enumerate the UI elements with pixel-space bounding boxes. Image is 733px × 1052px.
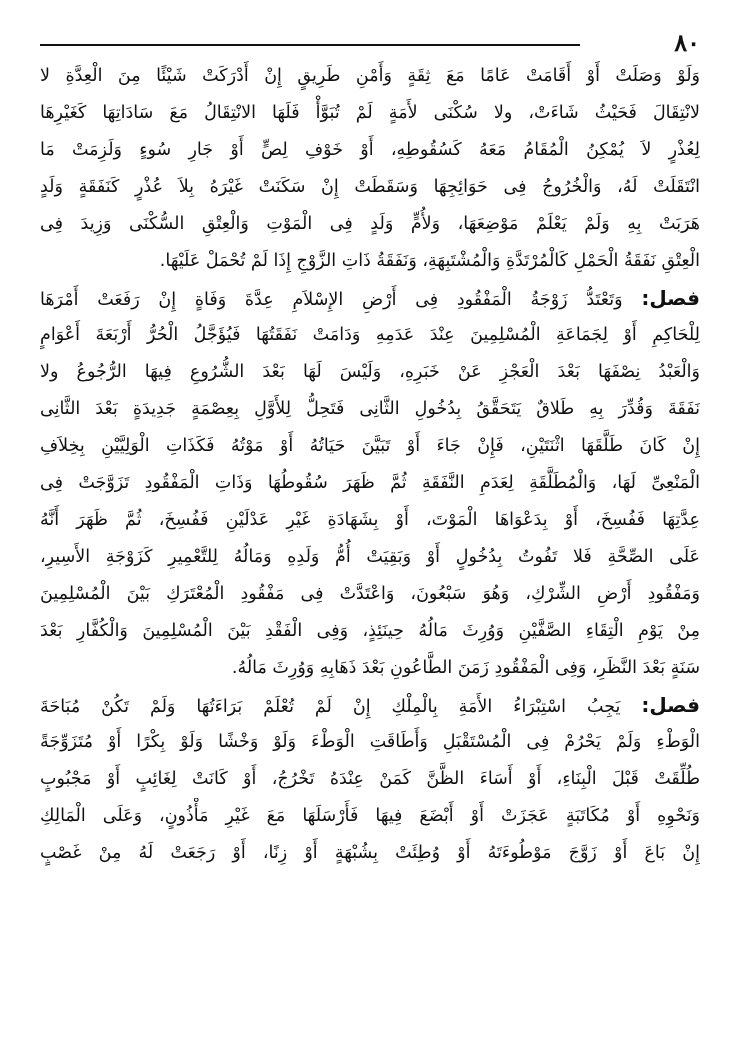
page-header [40,28,700,58]
text-line [40,206,700,243]
line-text: هَرَبَتْ بِهِ وَلَمْ يَعْلَمْ مَوْضِعَهَا، وَلأُمٍّ وَلَدٍ فِى الْمَوْتِ وَالْعِتْقِ السُّكْنَى وَزِيدَ فِى [40,214,700,234]
line-text: إِنْ كَانَ طَلَّقَهَا اثْنَتَيْنِ، فَإِنْ جَاءَ أَوْ تَبَيَّنَ حَيَاتُهُ أَوْ مَوْتُهُ فَكَذَاتِ الْوَلِيَّيْنِ بِخِلاَفِ [40,436,700,456]
line-text: مِنْ يَوْمِ الْتِقَاءِ الصَّفَّيْنِ وَوُرِثَ مَالُهُ حِينَئِذٍ، وَفِى الْفَقْدِ بَيْنَ الْمُسْلِمِينَ وَالْكُفَّارِ بَعْدَ [40,621,700,641]
text-line [40,169,700,206]
text-line [40,428,700,465]
body-text [40,58,700,872]
text-line [40,835,700,872]
text-line [40,243,700,280]
section-heading-fasl: فصل: [641,286,700,310]
line-text: يَجِبُ اسْتِبْرَاءُ الأَمَةِ بِالْمِلْكِ إِنْ لَمْ تُعْلَمْ بَرَاءَتُهَا وَلَمْ تَكُنْ مُبَاحَةَ [40,697,621,717]
line-text: الْعِتْقِ نَفَقَةُ الْحَمْلِ كَالْمُرْتَدَّةِ وَالْمُشْتَبِهَةِ، وَنَفَقَةُ ذَاتِ الزَّوْجِ إِذَا لَمْ تُحْمَلْ عَلَيْهَا. [159,251,700,271]
text-line [40,354,700,391]
line-text: سَنَةٍ بَعْدَ النَّظَرِ، وَفِى الْمَفْقُودِ زَمَنَ الطَّاعُونِ بَعْدَ ذَهَابِهِ وَوُرِثَ مَالُهُ. [231,658,700,678]
text-line [40,539,700,576]
line-text: لانْتِقَالَ فَحَيْثُ شَاءَتْ، ولا سُكْنَى لأَمَةٍ لَمْ تُبَوَّأْ فَلَهَا الانْتِقَالُ مَعَ سَادَاتِهَا كَغَيْرِهَا [40,103,700,123]
line-text: انْتَقَلَتْ لَهُ، وَالْخُرُوجُ فِى حَوَائِجِهَا وَسَقَطَتْ إِنْ سَكَنَتْ غَيْرَهُ بِلاَ عُذْرٍ كَنَفَقَةٍ وَلَدٍ [40,177,700,197]
page-number: ٨٠ [674,28,700,57]
header-rule [40,44,580,46]
line-text: طُلِّقَتْ قَبْلَ الْبِنَاءِ، أَوْ أَسَاءَ الظَّنَّ كَمَنْ عِنْدَهُ تَخْرُجُ، أَوْ كَانَتْ لِغَائِبٍ أَوْ مَجْبُوبٍ [40,769,700,789]
text-line [40,613,700,650]
text-line [40,576,700,613]
text-line [40,724,700,761]
text-line [40,58,700,95]
text-line [40,317,700,354]
line-text: الْوَطْءِ وَلَمْ يَحْرُمْ فِى الْمُسْتَقْبَلِ وَأَطَاقَتِ الْوَطْءَ وَلَوْ وَخْشًا وَلَوْ بِكْرًا أَوْ مُتَزَوِّجَةً [40,732,700,752]
text-line [40,761,700,798]
line-text: عَلَى الصِّحَّةِ فَلا تَفُوتُ بِدُخُولٍ أَوْ وَبَقِيَتْ أُمُّ وَلَدِهِ وَمَالُهُ لِلتَّعْمِيرِ كَزَوْجَةِ الأَسِيرِ، [40,547,700,567]
line-text: وَمَفْقُودِ أَرْضِ الشِّرْكِ، وَهُوَ سَبْعُونَ، وَاعْتَدَّتْ فِى مَفْقُودِ الْمُعْتَرَكِ بَيْنَ الْمُسْلِمِينَ [40,584,700,604]
text-line [40,798,700,835]
line-text: وَلَوْ وَصَلَتْ أَوْ أَقَامَتْ عَامًا مَعَ ثِقَةٍ وَأَمْنِ طَرِيقٍ إِنْ أَدْرَكَتْ شَيْئًا مِنَ الْعِدَّةِ لا [40,66,700,86]
line-text: لِلْحَاكِمِ أَوْ لِجَمَاعَةِ الْمُسْلِمِينَ عِنْدَ عَدَمِهِ وَدَامَتْ نَفَقَتُهَا فَيُؤَجَّلُ الْحُرُّ أَرْبَعَةَ أَعْوَامٍ [40,325,700,345]
line-text: إِنْ بَاعَ أَوْ زَوَّجَ مَوْطُوءَتَهُ أَوْ وُطِئَتْ بِشُبْهَةٍ أَوْ زِنًا، أَوْ رَجَعَتْ لَهُ مِنْ غَصْبٍ [40,843,700,863]
text-line [40,502,700,539]
line-text: نَفَقَةَ وَقُدِّرَ بِهِ طَلاقٌ يَتَحَقَّقُ بِدُخُولِ الثَّانِى فَتَحِلُّ لِلأَوَّلِ بِعِصْمَةٍ جَدِيدَةٍ بَعْدَ الثَّانِى [40,399,700,419]
line-text: لِعُذْرٍ لاَ يُمْكِنُ الْمُقَامُ مَعَهُ كَسُقُوطِهِ، أَوْ خَوْفِ لِصٍّ أَوْ جَارِ سُوءٍ وَلَزِمَتْ مَا [40,140,700,160]
text-line [40,650,700,687]
text-line [40,132,700,169]
line-text: عِدَّتِهَا فَفُسِخَ، أَوْ بِدَعْوَاهَا الْمَوْتَ، أَوْ بِشَهَادَةِ غَيْرِ عَدْلَيْنِ فَفُسِخَ، ثُمَّ ظَهَرَ أَنَّهُ [40,510,700,530]
section-heading-fasl: فصل: [641,693,700,717]
text-line [40,465,700,502]
text-line [40,280,700,317]
line-text: وَنَحْوِهِ أَوْ مُكَاتَبَةٍ عَجَزَتْ أَوْ أَبْضَعَ فِيهَا فَأَرْسَلَهَا مَعَ غَيْرِ مَأْذُونٍ، وَعَلَى الْمَالِكِ [40,806,700,826]
line-text: وَتَعْتَدُّ زَوْجَةُ الْمَفْقُودِ فِى أَرْضِ الإِسْلاَمِ عِدَّةَ وَفَاةٍ إِنْ رَفَعَتْ أَمْرَهَا [40,290,623,310]
line-text: وَالْعَبْدُ نِصْفَهَا بَعْدَ الْعَجْزِ عَنْ خَبَرِهِ، وَلَيْسَ لَهَا بَعْدَ الشُّرُوعِ فِيهَا الرُّجُوعُ ولا [40,362,700,382]
text-line [40,391,700,428]
text-line [40,687,700,724]
line-text: الْمَنْعِىِّ لَهَا، وَالْمُطَلَّقَةِ لِعَدَمِ النَّفَقَةِ ثُمَّ ظَهَرَ سُقُوطُهَا وَذَاتِ الْمَفْقُودِ تَزَوَّجَتْ فِى [40,473,700,493]
text-line [40,95,700,132]
